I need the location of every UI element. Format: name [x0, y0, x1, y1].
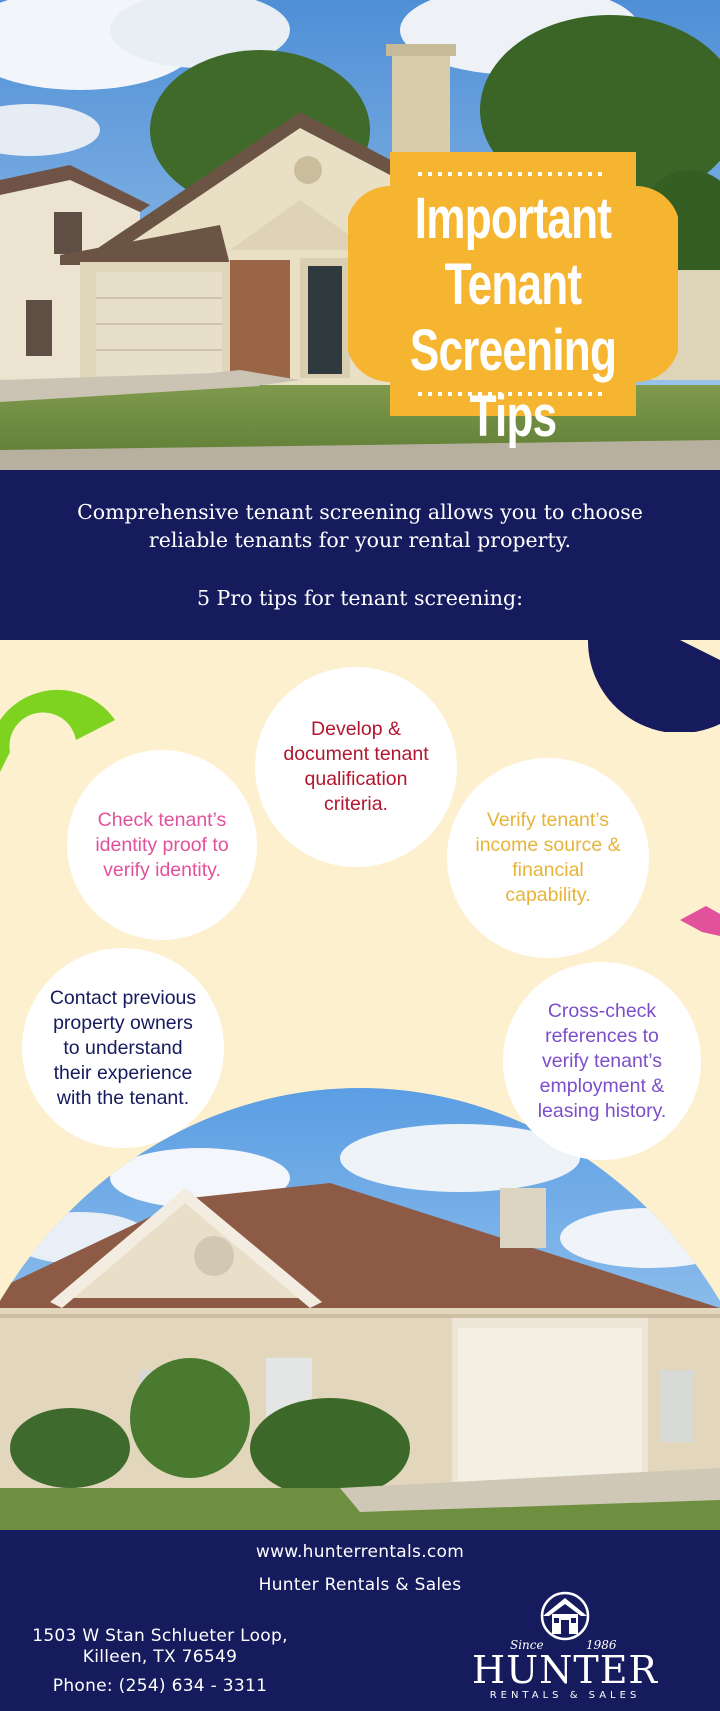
title-line-1: Important — [414, 186, 612, 251]
tip-circle-1 — [255, 667, 457, 867]
logo-since: Since — [510, 1638, 544, 1652]
pink-diamond-decoration — [680, 906, 720, 940]
house-logo-icon — [470, 1590, 660, 1650]
tip-circle-3 — [447, 758, 649, 958]
hunter-logo — [470, 1590, 660, 1708]
logo-name: HUNTER — [471, 1648, 659, 1692]
company-name: Hunter Rentals & Sales — [258, 1575, 462, 1595]
address-line-1: 1503 W Stan Schlueter Loop, — [32, 1626, 288, 1646]
tip-5-text: Cross-check references to verify tenant’s employment & leasing history. — [537, 999, 667, 1122]
website-link[interactable]: www.hunterrentals.com — [255, 1542, 465, 1562]
title-line-2: Tenant — [444, 252, 582, 317]
tips-section — [0, 640, 720, 1530]
tip-2-text: Check tenant’s identity proof to verify identity. — [95, 808, 229, 881]
navy-half-circle-decoration — [580, 640, 720, 732]
footer — [0, 1530, 720, 1711]
tips-subheading: 5 Pro tips for tenant screening: — [196, 586, 524, 610]
tip-circle-5 — [503, 962, 701, 1160]
hero-section — [0, 0, 720, 470]
tip-3-text: Verify tenant’s income source & financial capability. — [475, 809, 621, 906]
title-badge — [348, 152, 678, 449]
address — [20, 1626, 300, 1668]
intro-text: Comprehensive tenant screening allows you to choose reliable tenants for your rental property. — [77, 500, 643, 552]
tip-circle-2 — [67, 750, 257, 940]
address-line-2: Killeen, TX 76549 — [82, 1647, 238, 1667]
logo-year: 1986 — [586, 1638, 617, 1652]
phone-number[interactable]: Phone: (254) 634 - 3311 — [52, 1676, 268, 1696]
page-title — [388, 186, 639, 450]
tip-4-text: Contact previous property owners to understand their experience with the tenant. — [49, 986, 197, 1109]
intro-section — [0, 470, 720, 640]
tip-1-text: Develop & document tenant qualification criteria. — [283, 718, 429, 815]
logo-tagline: RENTALS & SALES — [489, 1690, 641, 1701]
title-line-3: Screening Tips — [409, 318, 617, 449]
